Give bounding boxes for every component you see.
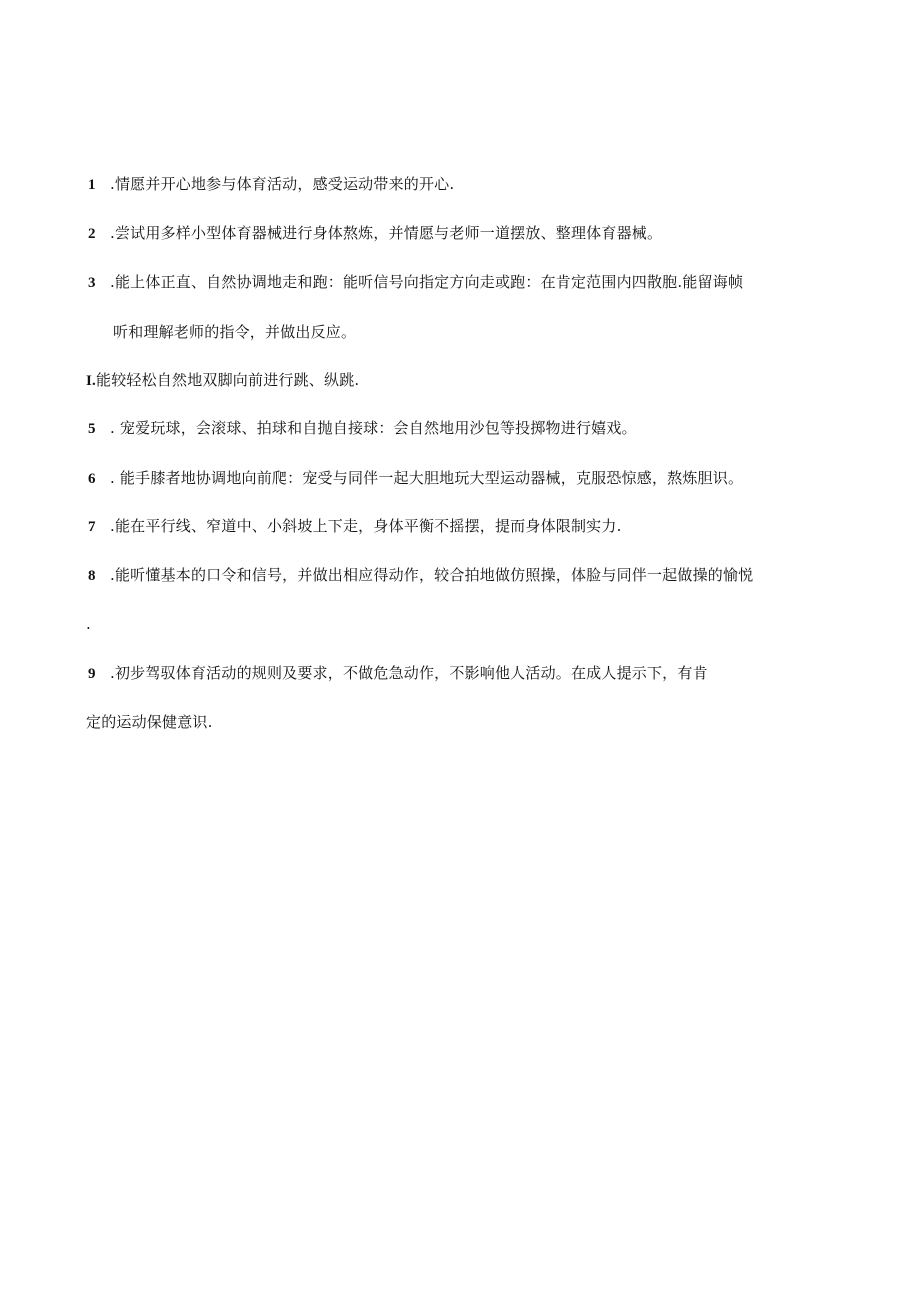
item-text: 听和理解老师的指令，并做出反应。 bbox=[113, 323, 357, 341]
list-item-continuation bbox=[86, 712, 213, 732]
list-item-continuation bbox=[113, 322, 356, 342]
item-number: 3 bbox=[88, 275, 96, 291]
item-text: . 宠爱玩球，会滚球、拍球和自抛自接球：会自然地用沙包等投掷物进行嬉戏。 bbox=[110, 419, 637, 437]
item-text: .能上体正直、自然协调地走和跑：能听信号向指定方向走或跑：在肯定范围内四散胞.能留诲帧 bbox=[110, 273, 744, 291]
item-number: 9 bbox=[88, 666, 96, 682]
list-item bbox=[88, 223, 662, 244]
item-text: .尝试用多样小型体育器械进行身体熬炼，并情愿与老师一道摆放、整理体育器械。 bbox=[110, 224, 663, 242]
item-text: .情愿并开心地参与体育活动，感受运动带来的开心. bbox=[110, 175, 455, 193]
item-number: 1 bbox=[88, 177, 96, 193]
list-item bbox=[88, 272, 743, 293]
item-text: 定的运动保健意识. bbox=[86, 713, 213, 731]
item-text: .能听懂基本的口令和信号，并做出相应得动作，较合拍地做仿照操，体脸与同伴一起做操的愉悦 bbox=[110, 566, 754, 584]
list-item bbox=[86, 370, 359, 391]
item-number: I. bbox=[86, 373, 96, 389]
item-number: 5 bbox=[88, 421, 96, 437]
item-text: .能在平行线、窄道中、小斜坡上下走，身体平衡不摇摆，提而身体限制实力. bbox=[110, 517, 622, 535]
list-item bbox=[88, 516, 622, 537]
item-text: 能较轻松自然地双脚向前进行跳、纵跳. bbox=[96, 371, 360, 389]
list-item bbox=[88, 468, 743, 489]
item-number: 7 bbox=[88, 519, 96, 535]
list-item bbox=[88, 418, 637, 439]
item-number: 6 bbox=[88, 471, 96, 487]
item-text: . 能手膝者地协调地向前爬：宠受与同伴一起大胆地玩大型运动器械，克服恐惊感，熬炼胆识。 bbox=[110, 469, 744, 487]
list-item bbox=[88, 174, 454, 195]
item-number: 8 bbox=[88, 568, 96, 584]
list-item-continuation bbox=[86, 614, 91, 634]
item-text: .初步驾驭体育活动的规则及要求，不做危急动作，不影响他人活动。在成人提示下，有肯 bbox=[110, 664, 708, 682]
list-item bbox=[88, 663, 708, 684]
item-text: . bbox=[86, 615, 91, 633]
item-number: 2 bbox=[88, 226, 96, 242]
list-item bbox=[88, 565, 753, 586]
